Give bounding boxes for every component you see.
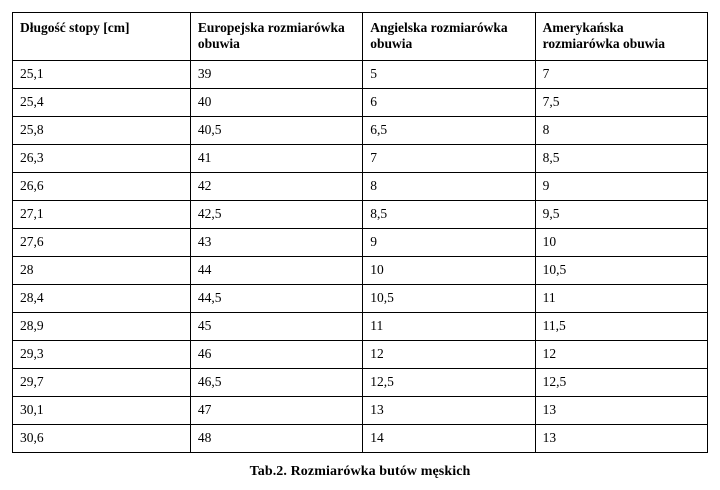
- column-header-european-size: Europejska rozmiarówka obuwia: [190, 13, 362, 61]
- column-header-english-size: Angielska rozmiarówka obuwia: [363, 13, 535, 61]
- cell-foot-length: 28,9: [13, 312, 191, 340]
- cell-english-size: 11: [363, 312, 535, 340]
- table-row: [13, 340, 708, 368]
- column-header-foot-length: Długość stopy [cm]: [13, 13, 191, 61]
- cell-european-size: 46,5: [190, 368, 362, 396]
- table-row: [13, 396, 708, 424]
- cell-english-size: 7: [363, 144, 535, 172]
- cell-american-size: 13: [535, 396, 707, 424]
- cell-european-size: 46: [190, 340, 362, 368]
- cell-foot-length: 30,1: [13, 396, 191, 424]
- cell-english-size: 10: [363, 256, 535, 284]
- cell-american-size: 10,5: [535, 256, 707, 284]
- table-row: [13, 284, 708, 312]
- cell-english-size: 6,5: [363, 116, 535, 144]
- cell-foot-length: 30,6: [13, 424, 191, 452]
- cell-foot-length: 29,3: [13, 340, 191, 368]
- cell-european-size: 48: [190, 424, 362, 452]
- table-row: [13, 116, 708, 144]
- cell-american-size: 8,5: [535, 144, 707, 172]
- cell-english-size: 13: [363, 396, 535, 424]
- table-row: [13, 144, 708, 172]
- table-row: [13, 228, 708, 256]
- table-row: [13, 88, 708, 116]
- cell-american-size: 12,5: [535, 368, 707, 396]
- cell-european-size: 42,5: [190, 200, 362, 228]
- cell-english-size: 14: [363, 424, 535, 452]
- table-row: [13, 200, 708, 228]
- cell-american-size: 7,5: [535, 88, 707, 116]
- cell-american-size: 7: [535, 60, 707, 88]
- table-row: [13, 312, 708, 340]
- cell-foot-length: 26,6: [13, 172, 191, 200]
- table-row: [13, 424, 708, 452]
- cell-european-size: 45: [190, 312, 362, 340]
- cell-foot-length: 28: [13, 256, 191, 284]
- cell-english-size: 9: [363, 228, 535, 256]
- cell-foot-length: 25,1: [13, 60, 191, 88]
- cell-american-size: 10: [535, 228, 707, 256]
- cell-american-size: 9: [535, 172, 707, 200]
- cell-european-size: 40: [190, 88, 362, 116]
- cell-european-size: 47: [190, 396, 362, 424]
- cell-american-size: 9,5: [535, 200, 707, 228]
- cell-american-size: 8: [535, 116, 707, 144]
- cell-american-size: 12: [535, 340, 707, 368]
- cell-european-size: 44: [190, 256, 362, 284]
- cell-american-size: 11,5: [535, 312, 707, 340]
- shoe-size-table: [12, 12, 708, 453]
- cell-english-size: 6: [363, 88, 535, 116]
- cell-european-size: 44,5: [190, 284, 362, 312]
- table-caption: Tab.2. Rozmiarówka butów męskich: [249, 463, 471, 479]
- cell-english-size: 12: [363, 340, 535, 368]
- cell-european-size: 42: [190, 172, 362, 200]
- cell-english-size: 12,5: [363, 368, 535, 396]
- cell-foot-length: 26,3: [13, 144, 191, 172]
- table-row: [13, 368, 708, 396]
- cell-european-size: 39: [190, 60, 362, 88]
- cell-english-size: 8,5: [363, 200, 535, 228]
- cell-foot-length: 27,6: [13, 228, 191, 256]
- cell-foot-length: 25,4: [13, 88, 191, 116]
- cell-european-size: 40,5: [190, 116, 362, 144]
- cell-english-size: 8: [363, 172, 535, 200]
- cell-american-size: 13: [535, 424, 707, 452]
- table-row: [13, 256, 708, 284]
- cell-foot-length: 29,7: [13, 368, 191, 396]
- cell-european-size: 41: [190, 144, 362, 172]
- table-header-row: [13, 13, 708, 61]
- column-header-american-size: Amerykańska rozmiarówka obuwia: [535, 13, 707, 61]
- table-body: [13, 60, 708, 452]
- cell-english-size: 10,5: [363, 284, 535, 312]
- table-header: [13, 13, 708, 61]
- cell-foot-length: 27,1: [13, 200, 191, 228]
- cell-american-size: 11: [535, 284, 707, 312]
- cell-english-size: 5: [363, 60, 535, 88]
- cell-european-size: 43: [190, 228, 362, 256]
- table-row: [13, 172, 708, 200]
- table-row: [13, 60, 708, 88]
- cell-foot-length: 25,8: [13, 116, 191, 144]
- cell-foot-length: 28,4: [13, 284, 191, 312]
